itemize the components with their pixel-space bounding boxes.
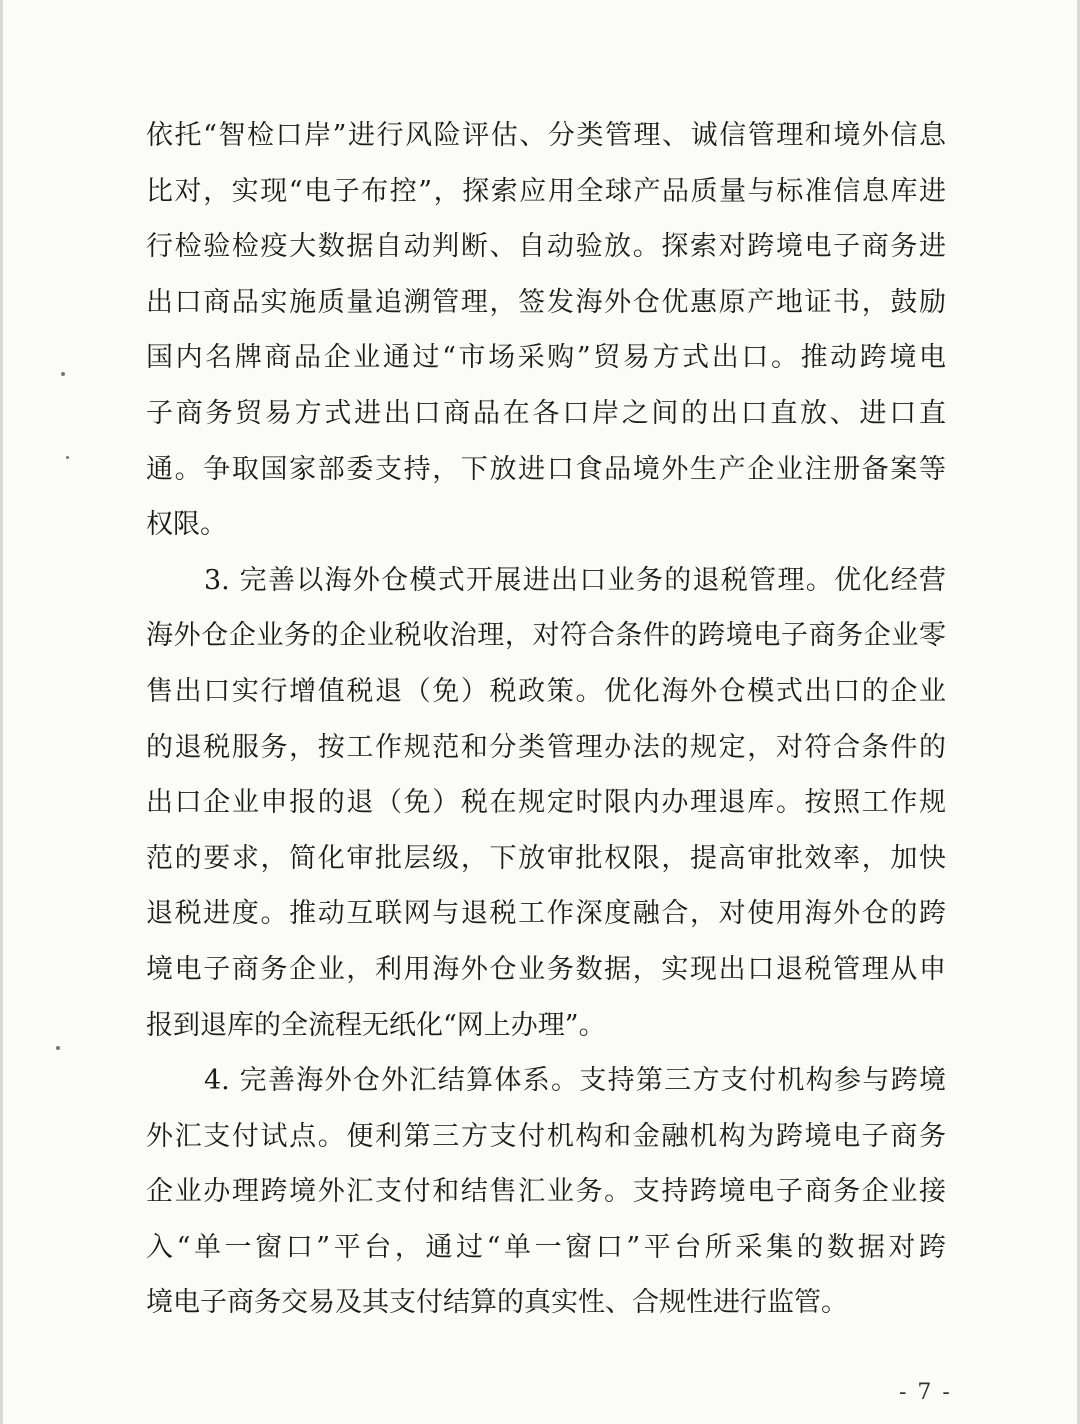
text-line: 境电子商务交易及其支付结算的真实性、合规性进行监管。 [146, 1287, 848, 1319]
scan-speck [61, 372, 65, 376]
scan-speck [56, 1046, 60, 1050]
text-line: 行检验检疫大数据自动判断、自动验放。探索对跨境电子商务进 [146, 231, 946, 263]
text-line: 的退税服务，按工作规范和分类管理办法的规定，对符合条件的 [146, 731, 946, 763]
text-line: 4. 完善海外仓外汇结算体系。支持第三方支付机构参与跨境 [204, 1065, 946, 1097]
text-line: 3. 完善以海外仓模式开展进出口业务的退税管理。优化经营 [204, 564, 946, 596]
text-line: 出口企业申报的退（免）税在规定时限内办理退库。按照工作规 [146, 787, 946, 819]
page-number: - 7 - [899, 1380, 952, 1405]
text-line: 依托“智检口岸”进行风险评估、分类管理、诚信管理和境外信息 [146, 120, 946, 151]
text-line: 外汇支付试点。便利第三方支付机构和金融机构为跨境电子商务 [146, 1120, 946, 1152]
text-line: 企业办理跨境外汇支付和结售汇业务。支持跨境电子商务企业接 [146, 1176, 946, 1208]
text-line: 子商务贸易方式进出口商品在各口岸之间的出口直放、进口直 [146, 397, 946, 429]
text-line: 售出口实行增值税退（免）税政策。优化海外仓模式出口的企业 [146, 675, 946, 707]
text-line: 退税进度。推动互联网与退税工作深度融合，对使用海外仓的跨 [146, 898, 946, 930]
text-line: 报到退库的全流程无纸化“网上办理”。 [146, 1009, 606, 1041]
body-text [146, 108, 946, 1331]
text-line: 通。争取国家部委支持，下放进口食品境外生产企业注册备案等 [146, 453, 946, 485]
text-line: 入“单一窗口”平台，通过“单一窗口”平台所采集的数据对跨 [146, 1231, 946, 1263]
text-line: 出口商品实施质量追溯管理，签发海外仓优惠原产地证书，鼓励 [146, 286, 946, 318]
text-line: 范的要求，简化审批层级，下放审批权限，提高审批效率，加快 [146, 842, 946, 874]
text-line: 权限。 [146, 509, 227, 541]
text-line: 国内名牌商品企业通过“市场采购”贸易方式出口。推动跨境电 [146, 342, 946, 374]
text-line: 比对，实现“电子布控”，探索应用全球产品质量与标准信息库进 [146, 175, 946, 207]
scan-speck [66, 456, 69, 459]
text-line: 海外仓企业务的企业税收治理，对符合条件的跨境电子商务企业零 [146, 620, 946, 652]
text-line: 境电子商务企业，利用海外仓业务数据，实现出口退税管理从申 [146, 953, 946, 985]
